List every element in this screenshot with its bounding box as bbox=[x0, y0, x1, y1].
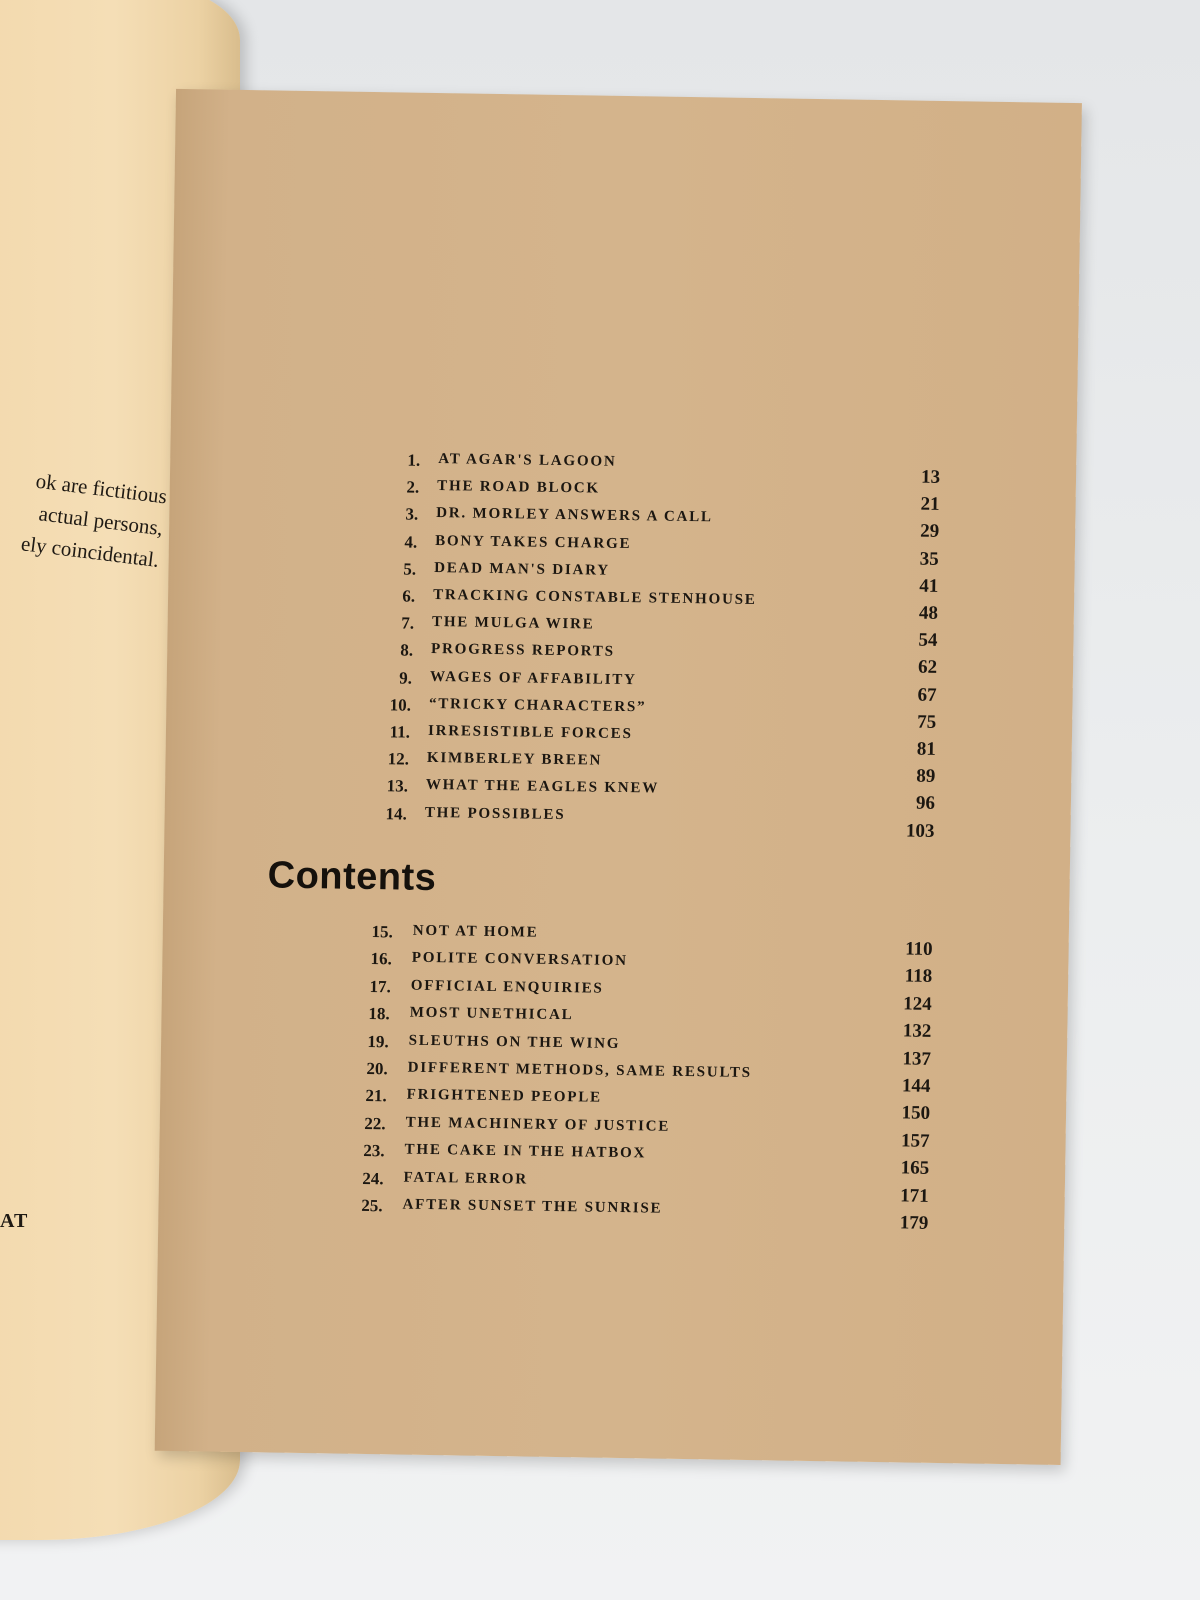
chapter-page-number: 144 bbox=[901, 1075, 931, 1097]
chapter-title: DR. MORLEY ANSWERS A CALL bbox=[436, 505, 713, 526]
note-line: ok are fictitious bbox=[34, 468, 169, 509]
chapter-title: THE MULGA WIRE bbox=[431, 614, 595, 633]
chapter-number: 14. bbox=[385, 803, 408, 824]
chapter-title: SLEUTHS ON THE WING bbox=[408, 1032, 621, 1052]
chapter-number: 18. bbox=[368, 1004, 390, 1024]
chapter-title: THE CAKE IN THE HATBOX bbox=[404, 1141, 647, 1162]
chapter-number: 20. bbox=[366, 1058, 388, 1079]
chapter-number: 3. bbox=[405, 504, 419, 525]
chapter-title: BONY TAKES CHARGE bbox=[435, 532, 632, 552]
chapter-page-number: 157 bbox=[900, 1130, 930, 1152]
chapter-number: 23. bbox=[363, 1141, 385, 1161]
chapter-page-number: 110 bbox=[905, 938, 933, 960]
chapter-title: FATAL ERROR bbox=[403, 1169, 529, 1188]
left-page-fragment: AT bbox=[0, 1210, 29, 1232]
note-line: actual persons, bbox=[37, 501, 165, 541]
chapter-title: AT AGAR'S LAGOON bbox=[438, 451, 617, 470]
chapter-number: 16. bbox=[370, 949, 392, 969]
chapter-page-number: 137 bbox=[902, 1048, 932, 1070]
chapter-number: 13. bbox=[386, 776, 409, 797]
chapter-title: DEAD MAN'S DIARY bbox=[434, 559, 611, 579]
chapter-page-number: 21 bbox=[920, 493, 940, 516]
contents-page bbox=[155, 89, 1082, 1465]
chapter-page-number: 54 bbox=[918, 629, 938, 652]
chapter-page-number: 89 bbox=[916, 765, 936, 788]
chapter-page-number: 103 bbox=[905, 820, 935, 842]
chapter-title: TRACKING CONSTABLE STENHOUSE bbox=[433, 586, 757, 609]
chapter-number: 4. bbox=[404, 532, 418, 552]
chapter-title: PROGRESS REPORTS bbox=[430, 641, 615, 661]
chapter-title: AFTER SUNSET THE SUNRISE bbox=[402, 1196, 663, 1217]
chapter-page-number: 132 bbox=[902, 1020, 932, 1043]
chapter-number: 7. bbox=[401, 613, 415, 633]
chapter-number: 12. bbox=[387, 749, 410, 769]
chapter-page-number: 13 bbox=[920, 466, 941, 488]
chapter-page-number: 67 bbox=[917, 684, 937, 706]
contents-list-part-1 bbox=[176, 89, 1082, 842]
chapter-page-number: 96 bbox=[915, 792, 936, 815]
chapter-title: NOT AT HOME bbox=[412, 922, 539, 941]
chapter-page-number: 75 bbox=[917, 711, 937, 733]
chapter-title: MOST UNETHICAL bbox=[409, 1004, 574, 1024]
chapter-number: 5. bbox=[403, 559, 417, 579]
chapter-title: THE ROAD BLOCK bbox=[437, 478, 601, 497]
chapter-number: 22. bbox=[364, 1113, 386, 1134]
chapter-number: 8. bbox=[400, 640, 414, 661]
chapter-number: 17. bbox=[369, 976, 391, 997]
chapter-number: 2. bbox=[406, 477, 420, 497]
chapter-page-number: 171 bbox=[900, 1184, 929, 1207]
chapter-number: 15. bbox=[371, 922, 393, 942]
chapter-title: “TRICKY CHARACTERS” bbox=[428, 695, 647, 716]
chapter-page-number: 62 bbox=[917, 657, 938, 679]
chapter-page-number: 165 bbox=[900, 1157, 930, 1180]
chapter-title: THE POSSIBLES bbox=[424, 804, 566, 823]
chapter-title: THE MACHINERY OF JUSTICE bbox=[405, 1114, 671, 1135]
chapter-page-number: 29 bbox=[920, 521, 940, 543]
chapter-page-number: 118 bbox=[904, 965, 933, 988]
chapter-page-number: 150 bbox=[901, 1102, 931, 1125]
chapter-number: 9. bbox=[399, 668, 413, 688]
chapter-number: 1. bbox=[407, 450, 421, 470]
chapter-title: KIMBERLEY BREEN bbox=[426, 750, 603, 769]
chapter-title: OFFICIAL ENQUIRIES bbox=[410, 977, 604, 997]
chapter-title: FRIGHTENED PEOPLE bbox=[406, 1087, 602, 1107]
contents-heading: Contents bbox=[267, 854, 437, 900]
chapter-page-number: 81 bbox=[916, 738, 936, 760]
chapter-number: 25. bbox=[361, 1195, 383, 1216]
chapter-number: 21. bbox=[365, 1086, 387, 1106]
chapter-page-number: 35 bbox=[919, 548, 939, 570]
chapter-number: 10. bbox=[389, 695, 412, 715]
chapter-number: 11. bbox=[389, 722, 411, 742]
chapter-page-number: 124 bbox=[903, 993, 932, 1015]
chapter-title: DIFFERENT METHODS, SAME RESULTS bbox=[407, 1059, 753, 1082]
note-line: ely coincidental. bbox=[19, 531, 161, 573]
chapter-page-number: 41 bbox=[919, 575, 939, 597]
chapter-number: 6. bbox=[402, 586, 416, 606]
chapter-number: 24. bbox=[362, 1168, 384, 1188]
chapter-title: IRRESISTIBLE FORCES bbox=[427, 722, 633, 743]
chapter-page-number: 48 bbox=[918, 602, 939, 624]
chapter-title: POLITE CONVERSATION bbox=[411, 950, 628, 970]
chapter-number: 19. bbox=[367, 1031, 389, 1051]
chapter-title: WAGES OF AFFABILITY bbox=[429, 668, 637, 688]
chapter-title: WHAT THE EAGLES KNEW bbox=[425, 777, 660, 797]
chapter-page-number: 179 bbox=[899, 1212, 929, 1234]
